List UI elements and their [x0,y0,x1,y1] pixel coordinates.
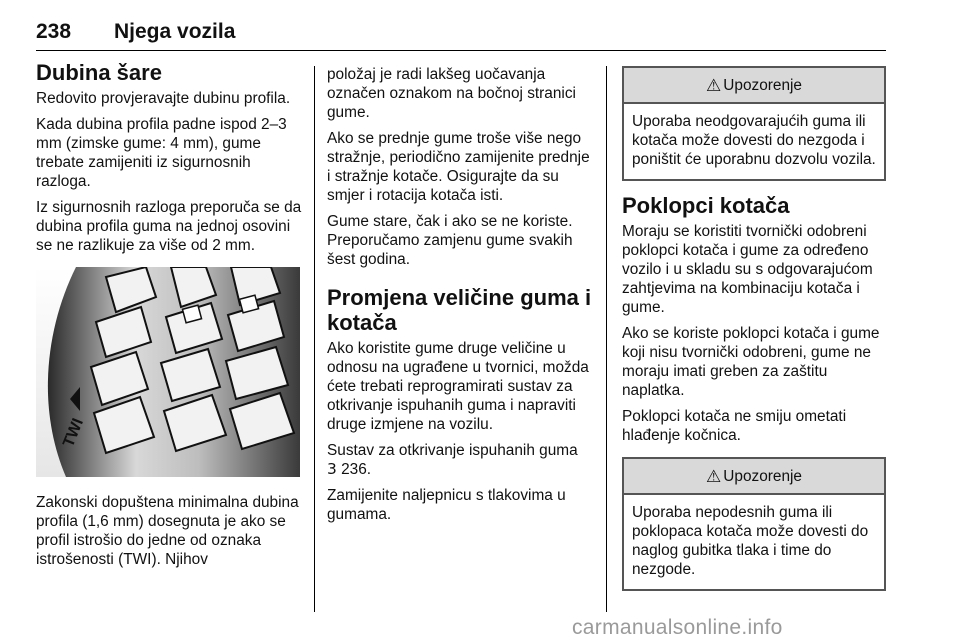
warning-text: Uporaba nepodesnih guma ili poklopaca kotača može dovesti do naglog gubitka tlaka i time do nezgode. [632,504,869,578]
warning-triangle-icon: ⚠ [706,466,722,486]
section-heading-size-change: Promjena veličine guma i kotača [327,285,592,335]
section-heading-tread-depth: Dubina šare [36,60,162,85]
warning-title: Upozorenje [723,467,802,485]
reference-text: Sustav za otkrivanje ispuhanih guma [327,442,578,459]
warning-text: Uporaba neodgovarajućih guma ili kotača može dovesti do nezgoda i poništit će uporabnu dozvolu vozila. [632,113,876,168]
paragraph: Kada dubina profila padne ispod 2–3 mm (zimske gume: 4 mm), gume trebate zamijeniti iz sigurnosnih razloga. [36,116,287,190]
reference-icon: 3 [327,460,337,478]
paragraph-reference [327,441,595,479]
column-divider [606,66,607,612]
page-number: 238 [36,20,72,43]
header-divider [36,50,886,51]
paragraph: Ako koristite gume druge veličine u odnosu na ugrađene u tvornici, možda ćete trebati reprogramirati sustav za otkrivanje ispuhanih guma i napraviti druge izmjene na vozilu. [327,340,589,433]
warning-header [624,459,884,495]
twi-mark-label: TWI [60,416,87,450]
column-divider [314,66,315,612]
section-heading-wheel-covers: Poklopci kotača [622,193,790,218]
warning-header [624,68,884,104]
tire-tread-illustration [36,267,300,477]
warning-box [622,66,886,181]
watermark-text: carmanualsonline.info [572,616,783,639]
column-1 [36,60,302,576]
paragraph: Poklopci kotača ne smiju ometati hlađenje kočnica. [622,408,847,444]
paragraph: Ako se prednje gume troše više nego stražnje, periodično zamijenite prednje i stražnje kotače. Osigurajte da su smjer i rotacija kotača isti. [327,130,590,204]
paragraph: Ako se koriste poklopci kotača i gume koji nisu tvornički odobreni, gume ne moraju imati greben za zaštitu naplatka. [622,325,880,399]
warning-box [622,457,886,591]
column-2 [327,65,595,531]
reference-page-link[interactable]: 236. [341,461,372,478]
page-header [36,14,886,50]
column-3 [622,66,886,591]
paragraph: položaj je radi lakšeg uočavanja označen oznakom na bočnoj stranici gume. [327,66,576,121]
warning-triangle-icon: ⚠ [706,75,722,95]
paragraph: Moraju se koristiti tvornički odobreni poklopci kotača i gume za određeno vozilo i u skladu su s odgovarajućom zahtjevima na kombinaciju kotača i gume. [622,223,873,316]
paragraph: Zamijenite naljepnicu s tlakovima u gumama. [327,487,566,523]
figure-caption: Zakonski dopuštena minimalna dubina profila (1,6 mm) dosegnuta je ako se profil istrošio do jedne od oznaka istrošenosti (TWI). Njihov [36,494,299,568]
paragraph: Redovito provjeravajte dubinu profila. [36,90,291,107]
warning-title: Upozorenje [723,76,802,94]
paragraph: Gume stare, čak i ako se ne koriste. Preporučamo zamjenu gume svakih šest godina. [327,213,573,268]
paragraph: Iz sigurnosnih razloga preporuča se da dubina profila guma na jednoj osovini se ne razlikuje za više od 2 mm. [36,199,302,254]
chapter-title: Njega vozila [114,20,236,43]
